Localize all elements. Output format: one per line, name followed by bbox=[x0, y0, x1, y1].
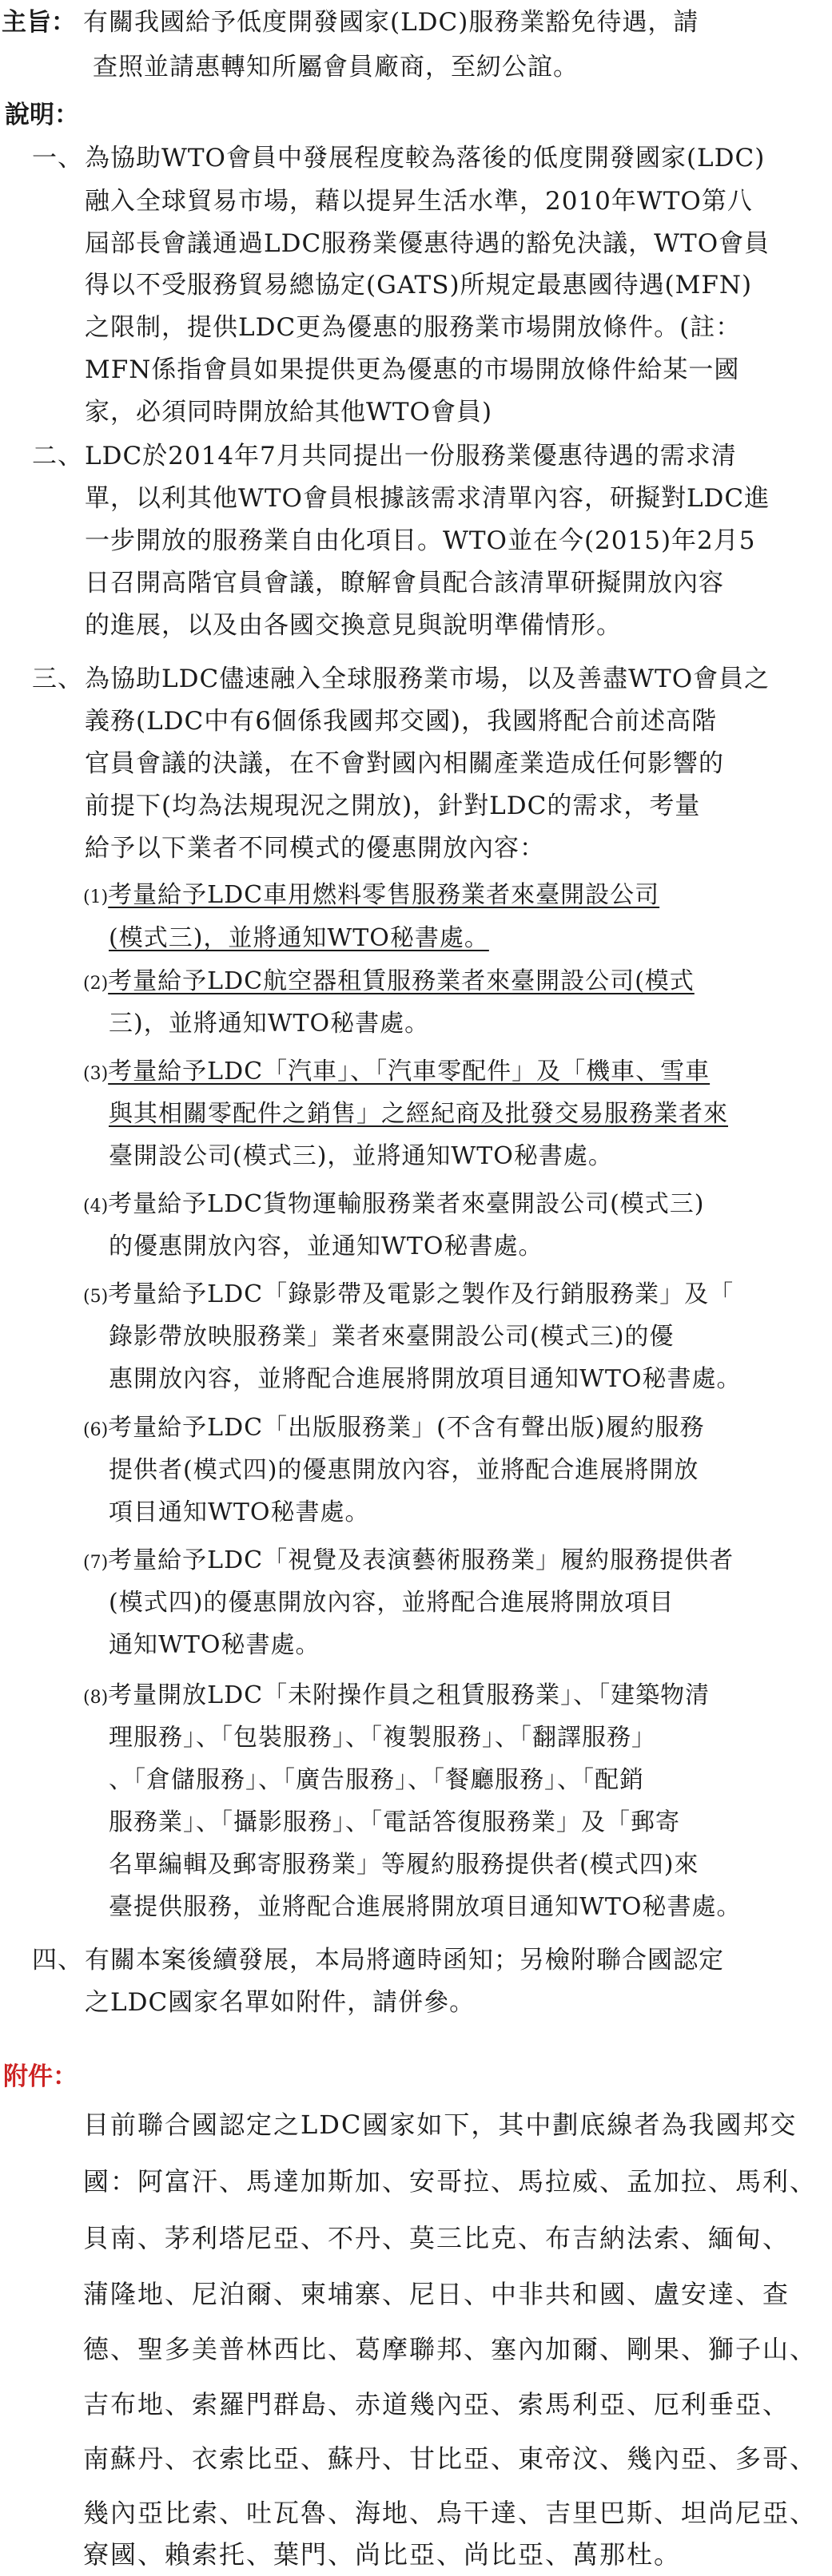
item2-marker: 二、 bbox=[32, 442, 83, 470]
item2-line: 的進展，以及由各國交換意見與說明準備情形。 bbox=[85, 611, 622, 640]
item1-line: 為協助WTO會員中發展程度較為落後的低度開發國家(LDC) bbox=[85, 144, 766, 173]
attachment-line: 南蘇丹、衣索比亞、蘇丹、甘比亞、東帝汶、幾內亞、多哥、 bbox=[83, 2443, 818, 2474]
attachment-line: 蒲隆地、尼泊爾、柬埔寨、尼日、中非共和國、盧安達、查 bbox=[83, 2279, 790, 2309]
subitem-text: 考量給予LDC「汽車」、「汽車零配件」及「機車、雪車 bbox=[108, 1058, 711, 1086]
attachment-line: 國：阿富汗、馬達加斯加、安哥拉、馬拉威、孟加拉、馬利、 bbox=[83, 2166, 818, 2197]
item1-line: 家，必須同時開放給其他WTO會員) bbox=[85, 398, 493, 427]
item1-marker: 一、 bbox=[32, 144, 83, 173]
attachment-line: 幾內亞比索、吐瓦魯、海地、烏干達、吉里巴斯、坦尚尼亞、 bbox=[83, 2498, 818, 2528]
item3-line: 為協助LDC儘速融入全球服務業市場，以及善盡WTO會員之 bbox=[85, 665, 770, 693]
subject-label: 主旨： bbox=[2, 8, 76, 37]
subitem-number: (6) bbox=[83, 1420, 109, 1440]
item2-line: 單，以利其他WTO會員根據該需求清單內容，研擬對LDC進 bbox=[85, 484, 770, 513]
subitem-3 bbox=[83, 1056, 710, 1090]
subitem-1-line-2 bbox=[109, 923, 489, 955]
item2-line: 日召開高階官員會議，瞭解會員配合該清單研擬開放內容 bbox=[85, 569, 724, 597]
subitem-number: (3) bbox=[83, 1064, 109, 1084]
item1-line: 得以不受服務貿易總協定(GATS)所規定最惠國待遇(MFN) bbox=[85, 271, 753, 300]
subitem-3-line-2 bbox=[109, 1098, 728, 1130]
subitem-5-line-2: 錄影帶放映服務業」業者來臺開設公司(模式三)的優 bbox=[109, 1323, 675, 1351]
subitem-8-line-2: 理服務」、「包裝服務」、「複製服務」、「翻譯服務」 bbox=[109, 1724, 656, 1752]
subitem-number: (2) bbox=[83, 974, 109, 994]
subitem-text: 考量給予LDC貨物運輸服務業者來臺開設公司(模式三) bbox=[108, 1190, 705, 1218]
subitem-number: (8) bbox=[83, 1688, 109, 1708]
subitem-text: (模式三)，並將通知WTO秘書處。 bbox=[109, 924, 489, 952]
item3-line: 官員會議的決議，在不會對國內相關產業造成任何影響的 bbox=[85, 749, 724, 778]
subitem-text: 考量給予LDC航空器租賃服務業者來臺開設公司(模式 bbox=[108, 967, 695, 995]
subitem-7 bbox=[83, 1545, 734, 1579]
subitem-6-line-3: 項目通知WTO秘書處。 bbox=[109, 1498, 370, 1526]
item3-line: 義務(LDC中有6個係我國邦交國)，我國將配合前述高階 bbox=[85, 707, 718, 736]
subitem-2-line-2: 三)，並將通知WTO秘書處。 bbox=[109, 1010, 430, 1038]
subitem-4-line-2: 的優惠開放內容，並通知WTO秘書處。 bbox=[109, 1232, 543, 1260]
attachment-line: 貝南、茅利塔尼亞、不丹、莫三比克、布吉納法索、緬甸、 bbox=[83, 2223, 790, 2253]
subitem-text: 考量給予LDC車用燃料零售服務業者來臺開設公司 bbox=[108, 881, 660, 909]
attachment-line: 吉布地、索羅門群島、赤道幾內亞、索馬利亞、厄利垂亞、 bbox=[83, 2389, 790, 2419]
attachment-line: 德、聖多美普林西比、葛摩聯邦、塞內加爾、剛果、獅子山、 bbox=[83, 2334, 818, 2364]
subitem-7-line-3: 通知WTO秘書處。 bbox=[109, 1631, 320, 1659]
item2-line: 一步開放的服務業自由化項目。WTO並在今(2015)年2月5 bbox=[85, 526, 756, 555]
subitem-number: (1) bbox=[83, 887, 109, 907]
subitem-text: 考量給予LDC「錄影帶及電影之製作及行銷服務業」及「 bbox=[108, 1280, 734, 1308]
subitem-5-line-3: 惠開放內容，並將配合進展將開放項目通知WTO秘書處。 bbox=[109, 1365, 742, 1393]
subitem-5 bbox=[83, 1279, 734, 1313]
subitem-7-line-2: (模式四)的優惠開放內容，並將配合進展將開放項目 bbox=[109, 1589, 675, 1617]
subitem-6-line-2: 提供者(模式四)的優惠開放內容，並將配合進展將開放 bbox=[109, 1456, 699, 1484]
explanation-label: 說明： bbox=[5, 101, 79, 129]
subject-line-1: 有關我國給予低度開發國家(LDC)服務業豁免待遇，請 bbox=[83, 8, 699, 37]
subitem-number: (4) bbox=[83, 1197, 109, 1217]
subitem-text: 考量開放LDC「未附操作員之租賃服務業」、「建築物清 bbox=[108, 1681, 711, 1709]
subitem-2 bbox=[83, 966, 695, 1000]
subitem-8-line-5: 名單編輯及郵寄服務業」等履約服務提供者(模式四)來 bbox=[109, 1851, 699, 1879]
subitem-text: 考量給予LDC「視覺及表演藝術服務業」履約服務提供者 bbox=[108, 1546, 734, 1574]
subitem-8 bbox=[83, 1680, 710, 1714]
item1-line: 之限制，提供LDC更為優惠的服務業市場開放條件。(註： bbox=[85, 313, 742, 342]
item4-line: 有關本案後續發展，本局將適時函知；另檢附聯合國認定 bbox=[85, 1946, 724, 1975]
item2-line: LDC於2014年7月共同提出一份服務業優惠待遇的需求清 bbox=[85, 442, 737, 470]
subitem-text: 考量給予LDC「出版服務業」(不含有聲出版)履約服務 bbox=[108, 1414, 705, 1442]
item1-line: MFN係指會員如果提供更為優惠的市場開放條件給某一國 bbox=[85, 355, 740, 384]
item1-line: 融入全球貿易市場，藉以提昇生活水準，2010年WTO第八 bbox=[85, 187, 753, 216]
attachment-label: 附件： bbox=[3, 2062, 78, 2091]
item3-line: 前提下(均為法規現況之開放)，針對LDC的需求，考量 bbox=[85, 792, 701, 820]
subitem-8-line-4: 服務業」、「攝影服務」、「電話答復服務業」及「郵寄 bbox=[109, 1808, 680, 1836]
item3-line: 給予以下業者不同模式的優惠開放內容： bbox=[85, 834, 545, 863]
subitem-number: (5) bbox=[83, 1287, 109, 1307]
subitem-3-line-3: 臺開設公司(模式三)，並將通知WTO秘書處。 bbox=[109, 1142, 613, 1170]
item4-marker: 四、 bbox=[32, 1946, 83, 1975]
attachment-line: 目前聯合國認定之LDC國家如下，其中劃底線者為我國邦交 bbox=[83, 2110, 798, 2140]
item4-line: 之LDC國家名單如附件，請併參。 bbox=[85, 1988, 476, 2017]
item3-marker: 三、 bbox=[32, 665, 83, 693]
subitem-4 bbox=[83, 1189, 705, 1223]
item1-line: 屆部長會議通過LDC服務業優惠待遇的豁免決議，WTO會員 bbox=[85, 229, 770, 258]
attachment-line: 寮國、賴索托、葉門、尚比亞、尚比亞、萬那杜。 bbox=[83, 2539, 682, 2570]
subitem-number: (7) bbox=[83, 1553, 109, 1573]
subitem-8-line-6: 臺提供服務，並將配合進展將開放項目通知WTO秘書處。 bbox=[109, 1893, 742, 1921]
subitem-8-line-3: 、「倉儲服務」、「廣告服務」、「餐廳服務」、「配銷 bbox=[109, 1766, 644, 1794]
subitem-text: 與其相關零配件之銷售」之經紀商及批發交易服務業者來 bbox=[109, 1100, 728, 1128]
subject-line-2: 查照並請惠轉知所屬會員廠商，至紉公誼。 bbox=[93, 53, 579, 81]
subitem-1 bbox=[83, 879, 659, 914]
subitem-6 bbox=[83, 1412, 705, 1447]
